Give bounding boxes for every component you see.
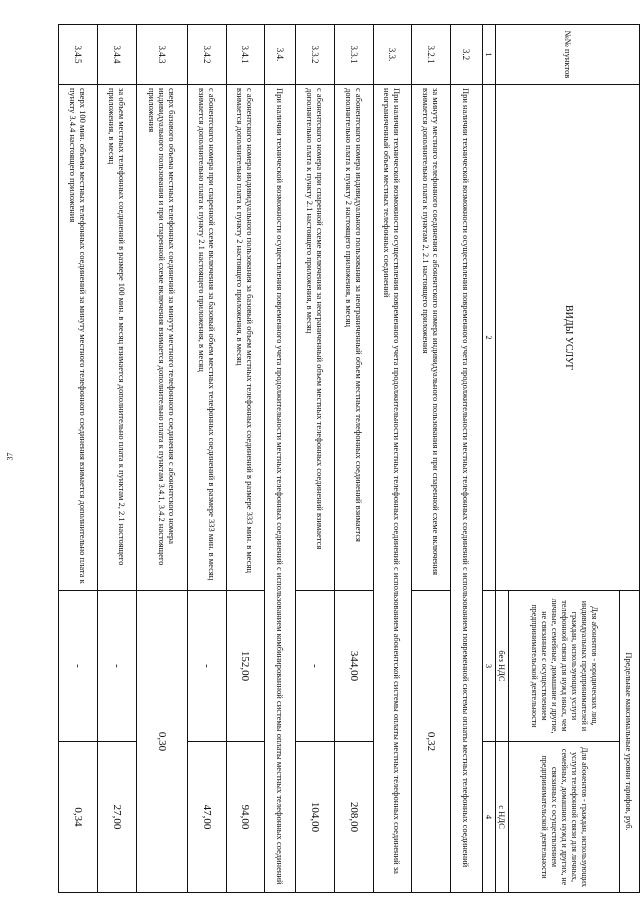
index-cell-4: 4 xyxy=(482,742,495,893)
section-text: При наличии технической возможности осуществления повременного учета продолжительности местных телефонных соединений с использованием комбинированной системы оплаты местных телефонных соединений xyxy=(265,85,296,893)
header-num-cell: №№ пунктов xyxy=(496,25,640,85)
row-value-merged: 0,32 xyxy=(412,591,451,893)
row-value-vat-excl: 344,00 xyxy=(334,591,373,742)
row-value-vat-excl: - xyxy=(97,591,136,742)
row-number: 3.2 xyxy=(451,25,483,85)
row-value-vat-excl: - xyxy=(187,591,226,742)
section-text: При наличии технической возможности осуществления повременного учета продолжительности местных телефонных соединений с использованием повременной системы оплаты местных телефонных соединений xyxy=(451,85,483,893)
row-value-vat-incl: 27,00 xyxy=(97,742,136,893)
row-value-vat-excl: - xyxy=(295,591,334,742)
row-text: с абонентского номера индивидуального пользования за неограниченный объем местных телефонных соединений взимается дополнительно плата к пункту 2 настоящего приложения, в месяц xyxy=(334,85,373,591)
header-levels-cell: Предельные максимальные уровни тарифов, руб. xyxy=(619,591,639,893)
row-number: 3.3. xyxy=(373,25,412,85)
table-row xyxy=(97,25,136,893)
row-number: 3.4.1 xyxy=(226,25,265,85)
page-number: 37 xyxy=(5,452,15,461)
row-value-merged: 0,30 xyxy=(136,591,187,893)
row-text: с абонентского номера при спаренной схеме включения за неограниченный объем местных телефонных соединений взимается дополнительно плата к пункту 2.1 настоящего приложения, в месяц xyxy=(295,85,334,591)
section-text: При наличии технической возможности осуществления повременного учета продолжительности местных телефонных соединений с использованием абонентской системы оплаты местных телефонных соединений за неограниченный объем местных телефонных соединений xyxy=(373,85,412,893)
row-number: 3.3.1 xyxy=(334,25,373,85)
table-row xyxy=(295,25,334,893)
table-row xyxy=(187,25,226,893)
row-number: 3.3.2 xyxy=(295,25,334,85)
rotated-page xyxy=(58,24,640,892)
row-number: 3.4.3 xyxy=(136,25,187,85)
row-text: за объем местных телефонных соединений в размере 100 мин. в месяц взимается дополнительно плата к пунктам 2, 2.1 настоящего приложения, в месяц xyxy=(97,85,136,591)
tariff-table xyxy=(58,24,640,893)
header-vat-excl-cell: без НДС xyxy=(496,591,509,742)
index-cell-2: 2 xyxy=(482,85,495,591)
table-row xyxy=(265,25,296,893)
table-row xyxy=(59,25,98,893)
row-number: 3.4.5 xyxy=(59,25,98,85)
row-value-vat-incl: 94,00 xyxy=(226,742,265,893)
row-value-vat-incl: 208,00 xyxy=(334,742,373,893)
table-row xyxy=(373,25,412,893)
table-row xyxy=(334,25,373,893)
row-value-vat-excl: 152,00 xyxy=(226,591,265,742)
row-text: за минуту местного телефонного соединения с абонентского номера индивидуального пользования и при спаренной схеме включения взимается дополнительно плата к пунктам 2, 2.1 настоящего приложения xyxy=(412,85,451,591)
table-row xyxy=(226,25,265,893)
header-citizens-cell: Для абонентов - граждан, использующих услуги телефонной связи для личных, семейных, домашних нужд и других, не связанных с осуществлением предпринимательской деятельности xyxy=(509,742,619,893)
header-vat-incl-cell: с НДС xyxy=(496,742,509,893)
row-number: 3.4.4 xyxy=(97,25,136,85)
table-row xyxy=(136,25,187,893)
table-row xyxy=(451,25,483,893)
row-value-vat-incl: 104,00 xyxy=(295,742,334,893)
row-value-vat-incl: 47,00 xyxy=(187,742,226,893)
header-services-cell: ВИДЫ УСЛУГ xyxy=(496,85,640,591)
row-value-vat-excl: - xyxy=(59,591,98,742)
row-number: 3.4.2 xyxy=(187,25,226,85)
row-text: с абонентского номера индивидуального пользования за базовый объем местных телефонных соединений в размере 333 мин. в месяц взимается дополнительно плата к пункту 2 настоящего приложения, в месяц xyxy=(226,85,265,591)
row-value-vat-incl: 0,34 xyxy=(59,742,98,893)
index-cell-1: 1 xyxy=(482,25,495,85)
row-text: с абонентского номера при спаренной схеме включения за базовый объем местных телефонных соединений в размере 333 мин. в месяц взимается дополнительно плата к пункту 2.1 настоящего приложения, в месяц xyxy=(187,85,226,591)
index-cell-3: 3 xyxy=(482,591,495,742)
row-text: сверх базового объема местных телефонных соединений за минуту местного телефонного соединения с абонентского номера индивидуального пользования и при спаренной схеме включения взимается дополнительно плата к пунктам 3.4.1, 3.4.2 настоящего приложения xyxy=(136,85,187,591)
row-text: сверх 100 мин. объема местных телефонных соединений за минуту местного телефонного соединения взимается дополнительно плата к пункту 3.4.4 настоящего приложения xyxy=(59,85,98,591)
row-number: 3.2.1 xyxy=(412,25,451,85)
table-row xyxy=(412,25,451,893)
row-number: 3.4. xyxy=(265,25,296,85)
header-legal-entities-cell: Для абонентов - юридических лиц, индивидуальных предпринимателей и граждан, использующих услуги телефонной связи для нужд иных, чем личные, семейные, домашние и другие, не связанные с осуществлением предпринимательской деятельности xyxy=(509,591,619,742)
